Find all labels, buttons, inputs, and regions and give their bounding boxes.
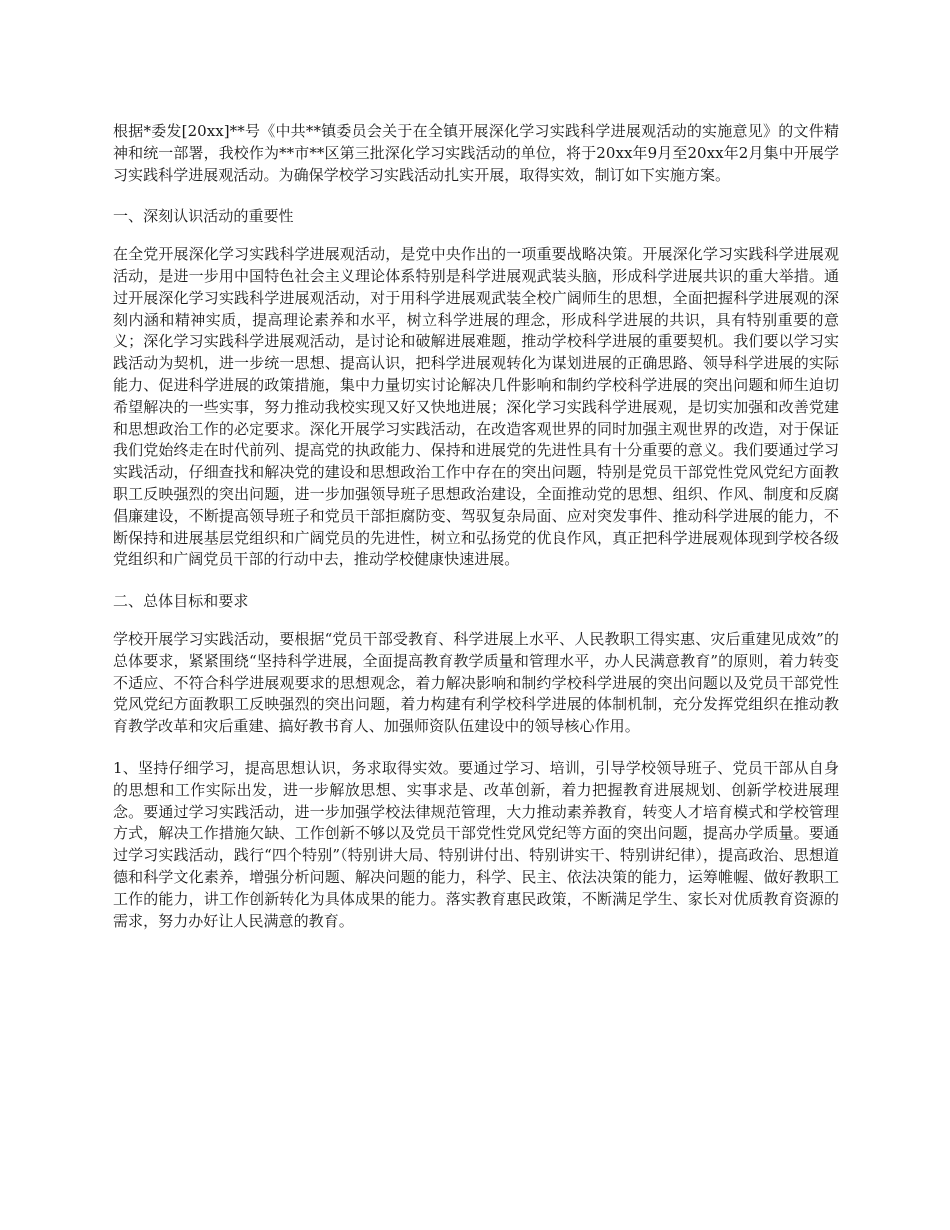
document-body [113, 121, 839, 952]
section1-paragraph: 在全党开展深化学习实践科学进展观活动，是党中央作出的一项重要战略决策。开展深化学习实践科学进展观活动，是进一步用中国特色社会主义理论体系特别是科学进展观武装头脑，形成科学进展共识的重大举措。通过开展深化学习实践科学进展观活动，对于用科学进展观武装全校广阔师生的思想，全面把握科学进展观的深刻内涵和精神实质，提高理论素养和水平，树立科学进展的理念，形成科学进展的共识，具有特别重要的意义；深化学习实践科学进展观活动，是讨论和破解进展难题，推动学校科学进展的重要契机。我们要以学习实践活动为契机，进一步统一思想、提高认识，把科学进展观转化为谋划进展的正确思路、领导科学进展的实际能力、促进科学进展的政策措施，集中力量切实讨论解决几件影响和制约学校科学进展的突出问题和师生迫切希望解决的一些实事，努力推动我校实现又好又快地进展；深化学习实践科学进展观，是切实加强和改善党建和思想政治工作的必定要求。深化开展学习实践活动，在改造客观世界的同时加强主观世界的改造，对于保证我们党始终走在时代前列、提高党的执政能力、保持和进展党的先进性具有十分重要的意义。我们要通过学习实践活动，仔细查找和解决党的建设和思想政治工作中存在的突出问题，特别是党员干部党性党风党纪方面教职工反映强烈的突出问题，进一步加强领导班子思想政治建设，全面推动党的思想、组织、作风、制度和反腐倡廉建设，不断提高领导班子和党员干部拒腐防变、驾驭复杂局面、应对突发事件、推动科学进展的能力，不断保持和进展基层党组织和广阔党员的先进性，树立和弘扬党的优良作风，真正把科学进展观体现到学校各级党组织和广阔党员干部的行动中去，推动学校健康快速进展。 [113, 245, 839, 569]
section-heading-importance: 一、深刻认识活动的重要性 [113, 207, 294, 226]
section2-paragraph-requirements: 学校开展学习实践活动，要根据“党员干部受教育、科学进展上水平、人民教职工得实惠、灾后重建见成效”的总体要求，紧紧围绕“坚持科学进展，全面提高教育教学质量和管理水平，办人民满意教育”的原则，着力转变不适应、不符合科学进展观要求的思想观念，着力解决影响和制约学校科学进展的突出问题以及党员干部党性党风党纪方面教职工反映强烈的突出问题，着力构建有利学校科学进展的体制机制，充分发挥党组织在推动教育教学改革和灾后重建、搞好教书育人、加强师资队伍建设中的领导核心作用。 [113, 629, 839, 736]
section2-paragraph-item-1: 1、坚持仔细学习，提高思想认识，务求取得实效。要通过学习、培训，引导学校领导班子、党员干部从自身的思想和工作实际出发，进一步解放思想、实事求是、改革创新，着力把握教育进展规划、创新学校进展理念。要通过学习实践活动，进一步加强学校法律规范管理，大力推动素养教育，转变人才培育模式和学校管理方式，解决工作措施欠缺、工作创新不够以及党员干部党性党风党纪等方面的突出问题，提高办学质量。要通过学习实践活动，践行“四个特别”（特别讲大局、特别讲付出、特别讲实干、特别讲纪律），提高政治、思想道德和科学文化素养，增强分析问题、解决问题的能力，科学、民主、依法决策的能力，运筹帷幄、做好教职工工作的能力，讲工作创新转化为具体成果的能力。落实教育惠民政策，不断满足学生、家长对优质教育资源的需求，努力办好让人民满意的教育。 [113, 758, 839, 930]
intro-paragraph: 根据*委发[20xx]**号《中共**镇委员会关于在全镇开展深化学习实践科学进展观活动的实施意见》的文件精神和统一部署，我校作为**市**区第三批深化学习实践活动的单位，将于20xx年9月至20xx年2月集中开展学习实践科学进展观活动。为确保学校学习实践活动扎实开展，取得实效，制订如下实施方案。 [113, 122, 839, 184]
section-heading-goals: 二、总体目标和要求 [113, 592, 249, 611]
